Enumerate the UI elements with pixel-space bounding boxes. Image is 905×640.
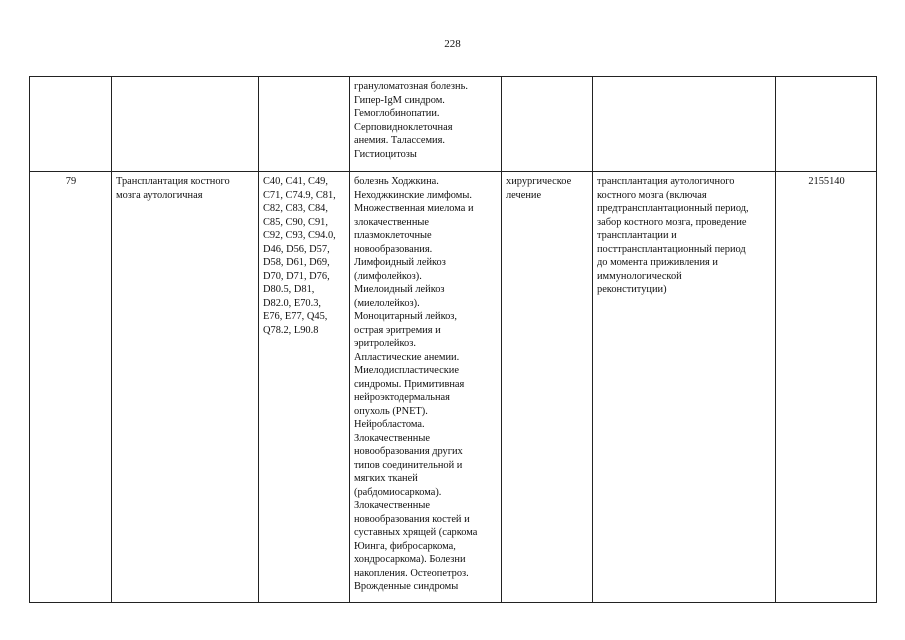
text-line: C40, C41, C49, <box>263 176 328 187</box>
text-line: (лимфолейкоз). <box>354 270 422 282</box>
text-line: забор костного мозга, проведение <box>597 216 747 228</box>
text-line: D82.0, E70.3, <box>263 297 322 309</box>
cell-cost <box>776 77 877 172</box>
cell-models <box>350 172 502 603</box>
text-line: (миелолейкоз). <box>354 297 420 309</box>
cell-number: 79 <box>30 172 112 603</box>
text-line: трансплантации и <box>597 230 677 241</box>
cell-codes <box>259 172 350 603</box>
cell-cost: 2155140 <box>776 172 877 603</box>
text-line: реконституции) <box>597 284 667 295</box>
text-line: посттрансплантационный период <box>597 243 746 255</box>
cell-method <box>593 172 776 603</box>
text-line: D46, D56, D57, <box>263 243 330 255</box>
text-line: Неходжкинские лимфомы. <box>354 189 472 201</box>
text-line: новообразования. <box>354 243 433 255</box>
text-line: иммунологической <box>597 270 682 282</box>
cell-number <box>30 77 112 172</box>
text-line: Миелодиспластические <box>354 365 459 376</box>
text-line: Нейробластома. <box>354 419 425 430</box>
cell-name <box>112 172 259 603</box>
text-line: костного мозга (включая <box>597 189 707 201</box>
text-line: анемия. Талассемия. <box>354 135 445 146</box>
text-line: Злокачественные <box>354 432 430 444</box>
text-line: Юинга, фибросаркома, <box>354 540 456 552</box>
text-line: предтрансплантационный период, <box>597 203 749 214</box>
text-line: Множественная миелома и <box>354 203 474 214</box>
text-line: D58, D61, D69, <box>263 257 330 268</box>
text-line: Гемоглобинопатии. <box>354 108 440 119</box>
text-line: нейроэктодермальная <box>354 392 450 403</box>
text-line: Трансплантация костного <box>116 176 230 187</box>
medical-services-table <box>29 76 877 603</box>
text-line: до момента приживления и <box>597 257 718 268</box>
cell-models <box>350 77 502 172</box>
table-row-79 <box>30 172 877 603</box>
text-line: типов соединительной и <box>354 459 463 471</box>
text-line: хондросаркома). Болезни <box>354 554 466 565</box>
cell-name <box>112 77 259 172</box>
text-line: Врожденные синдромы <box>354 581 459 592</box>
text-line: C82, C83, C84, <box>263 203 328 214</box>
text-line: Гистиоцитозы <box>354 148 417 160</box>
page-number: 228 <box>444 38 461 50</box>
text-line: Q78.2, L90.8 <box>263 324 319 336</box>
cell-treatment-type <box>502 172 593 603</box>
text-line: эритролейкоз. <box>354 338 416 349</box>
text-line: C92, C93, C94.0, <box>263 230 336 241</box>
text-line: E76, E77, Q45, <box>263 311 328 322</box>
text-line: злокачественные <box>354 216 429 228</box>
text-line: Гипер-IgM синдром. <box>354 94 445 106</box>
text-line: грануломатозная болезнь. <box>354 81 468 92</box>
text-line: Моноцитарный лейкоз, <box>354 311 458 322</box>
cell-method <box>593 77 776 172</box>
text-line: D70, D71, D76, <box>263 270 330 282</box>
text-line: мягких тканей <box>354 473 418 484</box>
text-line: плазмоклеточные <box>354 230 432 241</box>
text-line: Апластические анемии. <box>354 351 460 363</box>
text-line: (рабдомиосаркома). <box>354 486 442 498</box>
text-line: новообразования других <box>354 446 463 457</box>
text-line: синдромы. Примитивная <box>354 378 465 390</box>
text-line: D80.5, D81, <box>263 284 315 295</box>
text-line: опухоль (PNET). <box>354 405 428 417</box>
text-line: Лимфоидный лейкоз <box>354 257 446 268</box>
cell-treatment-type <box>502 77 593 172</box>
text-line: Злокачественные <box>354 500 430 511</box>
table-row-continuation <box>30 77 877 172</box>
text-line: накопления. Остеопетроз. <box>354 567 469 579</box>
text-line: трансплантация аутологичного <box>597 176 735 187</box>
text-line: суставных хрящей (саркома <box>354 527 478 538</box>
text-line: болезнь Ходжкина. <box>354 176 439 187</box>
text-line: Миелоидный лейкоз <box>354 284 445 295</box>
text-line: хирургическое <box>506 176 572 187</box>
text-line: острая эритремия и <box>354 324 441 336</box>
text-line: лечение <box>506 189 542 201</box>
text-line: Серповидноклеточная <box>354 121 453 133</box>
text-line: C85, C90, C91, <box>263 216 328 228</box>
text-line: мозга аутологичная <box>116 189 203 201</box>
text-line: новообразования костей и <box>354 513 470 525</box>
text-line: C71, C74.9, C81, <box>263 189 336 201</box>
cell-codes <box>259 77 350 172</box>
